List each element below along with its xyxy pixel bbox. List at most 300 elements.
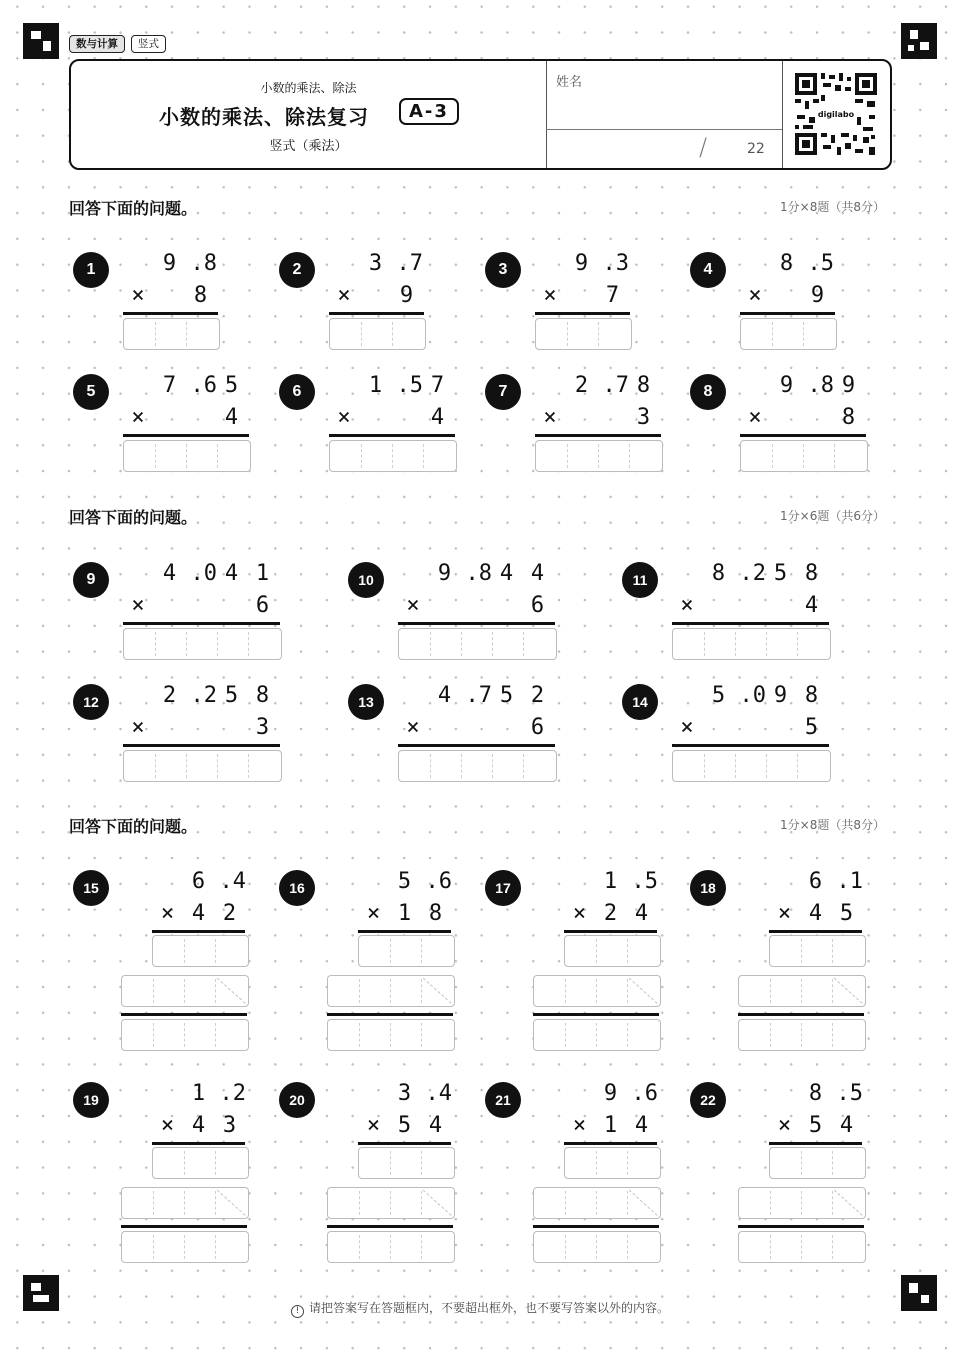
answer-box-divider: [565, 1023, 566, 1047]
answer-box[interactable]: [123, 440, 251, 472]
answer-box-divider: [248, 632, 249, 656]
problem-number-badge: 13: [348, 684, 384, 720]
calc-rule: [672, 744, 829, 747]
digit: 9: [841, 373, 856, 398]
answer-box-divider: [461, 754, 462, 778]
calc-rule: [329, 312, 424, 315]
problem-number-badge: 16: [279, 870, 315, 906]
digit: 3: [636, 405, 651, 430]
answer-box[interactable]: [121, 975, 249, 1007]
answer-box-divider: [596, 939, 597, 963]
digit: .6: [425, 869, 452, 894]
carry-slash-mark: [122, 976, 248, 1006]
carry-slash-mark: [739, 1188, 865, 1218]
answer-box-divider: [392, 444, 393, 468]
digit: 4: [808, 901, 823, 926]
digit: .4: [219, 869, 246, 894]
calc-rule: [738, 1225, 864, 1228]
problem-number-badge: 5: [73, 374, 109, 410]
digit: 4: [224, 561, 239, 586]
problem-number-badge: 19: [73, 1082, 109, 1118]
answer-box-divider: [801, 1023, 802, 1047]
answer-box-divider: [801, 1151, 802, 1175]
problem-number-badge: 18: [690, 870, 726, 906]
answer-box[interactable]: [123, 628, 282, 660]
answer-box-divider: [523, 754, 524, 778]
calc-rule: [327, 1225, 453, 1228]
problem-number-badge: 6: [279, 374, 315, 410]
answer-box-divider: [704, 632, 705, 656]
digit: .0: [190, 561, 217, 586]
answer-box-divider: [155, 444, 156, 468]
section-3-title: 回答下面的问题。: [69, 817, 198, 836]
digit: 8: [193, 283, 208, 308]
digit: 5: [773, 561, 788, 586]
answer-box[interactable]: [398, 628, 557, 660]
problem-number-badge: 1: [73, 252, 109, 288]
answer-box-divider: [153, 1023, 154, 1047]
header-divider: [546, 61, 547, 168]
problem-number-badge: 20: [279, 1082, 315, 1118]
digit: 8: [711, 561, 726, 586]
digit: 1: [255, 561, 270, 586]
answer-box-divider: [359, 1235, 360, 1259]
answer-box[interactable]: [564, 935, 661, 967]
calc-rule: [358, 1142, 451, 1145]
digit: 5: [397, 1113, 412, 1138]
problem-number-badge: 17: [485, 870, 521, 906]
digit: 3: [255, 715, 270, 740]
answer-box-divider: [803, 322, 804, 346]
answer-box[interactable]: [329, 440, 457, 472]
problem-number-badge: 15: [73, 870, 109, 906]
corner-marker-top-left: [23, 23, 59, 59]
digit: 5: [397, 869, 412, 894]
header-subtitle: 小数的乘法、除法: [260, 81, 357, 95]
answer-box-divider: [421, 1023, 422, 1047]
calc-rule: [533, 1225, 659, 1228]
digit: 8: [255, 683, 270, 708]
times-symbol: ×: [160, 901, 175, 926]
times-symbol: ×: [366, 1113, 381, 1138]
answer-box[interactable]: [329, 318, 426, 350]
answer-box-divider: [797, 754, 798, 778]
digit: 4: [191, 901, 206, 926]
worksheet-header: [69, 59, 892, 170]
digit: 4: [437, 683, 452, 708]
answer-box[interactable]: [121, 1231, 249, 1263]
digit: 5: [839, 901, 854, 926]
answer-box-divider: [770, 1235, 771, 1259]
digit: 4: [430, 405, 445, 430]
digit: 4: [191, 1113, 206, 1138]
answer-box-divider: [215, 1151, 216, 1175]
digit: 5: [499, 683, 514, 708]
digit: .3: [602, 251, 629, 276]
digit: 5: [808, 1113, 823, 1138]
answer-box[interactable]: [327, 975, 455, 1007]
answer-box-divider: [186, 444, 187, 468]
section-2-score: 1分×6题（共6分）: [780, 509, 885, 523]
answer-box-divider: [801, 1235, 802, 1259]
answer-box-divider: [390, 939, 391, 963]
info-icon: !: [291, 1305, 304, 1318]
calc-rule: [152, 1142, 245, 1145]
answer-box-divider: [627, 1235, 628, 1259]
calc-rule: [329, 434, 455, 437]
answer-box-divider: [598, 322, 599, 346]
answer-box-divider: [735, 754, 736, 778]
header-divider: [782, 61, 783, 168]
digit: 3: [222, 1113, 237, 1138]
problem-number-badge: 10: [348, 562, 384, 598]
answer-box[interactable]: [533, 975, 661, 1007]
calc-rule: [152, 930, 245, 933]
calc-rule: [535, 312, 630, 315]
answer-box-divider: [186, 322, 187, 346]
calc-rule: [123, 312, 218, 315]
answer-box-divider: [217, 632, 218, 656]
answer-box[interactable]: [327, 1187, 455, 1219]
digit: 6: [255, 593, 270, 618]
digit: 5: [804, 715, 819, 740]
answer-box-divider: [629, 444, 630, 468]
answer-box[interactable]: [535, 318, 632, 350]
score-total: 22: [747, 141, 765, 157]
answer-box-divider: [598, 444, 599, 468]
answer-box[interactable]: [740, 318, 837, 350]
digit: .7: [465, 683, 492, 708]
digit: 2: [574, 373, 589, 398]
times-symbol: ×: [131, 593, 145, 618]
section-1-score: 1分×8题（共8分）: [780, 200, 885, 214]
digit: 4: [804, 593, 819, 618]
answer-box[interactable]: [738, 1187, 866, 1219]
digit: .1: [836, 869, 863, 894]
answer-box-divider: [596, 1023, 597, 1047]
answer-box[interactable]: [123, 318, 220, 350]
problem-number-badge: 12: [73, 684, 109, 720]
problem-number-badge: 8: [690, 374, 726, 410]
calc-rule: [564, 930, 657, 933]
answer-box[interactable]: [358, 935, 455, 967]
answer-box[interactable]: [152, 935, 249, 967]
answer-box-divider: [801, 939, 802, 963]
digit: 8: [779, 251, 794, 276]
answer-box-divider: [461, 632, 462, 656]
digit: 9: [162, 251, 177, 276]
answer-box-divider: [834, 444, 835, 468]
problem-number-badge: 4: [690, 252, 726, 288]
carry-slash-mark: [534, 976, 660, 1006]
digit: 1: [397, 901, 412, 926]
answer-box-divider: [772, 322, 773, 346]
times-symbol: ×: [777, 901, 792, 926]
calc-rule: [533, 1013, 659, 1016]
answer-box-divider: [392, 322, 393, 346]
answer-box-divider: [596, 1235, 597, 1259]
tag-type: 竖式: [131, 35, 166, 53]
answer-box-divider: [390, 1023, 391, 1047]
digit: 9: [603, 1081, 618, 1106]
digit: 8: [808, 1081, 823, 1106]
digit: .8: [807, 373, 834, 398]
digit: 9: [810, 283, 825, 308]
answer-box-divider: [772, 444, 773, 468]
calc-rule: [672, 622, 829, 625]
digit: .2: [219, 1081, 246, 1106]
digit: 2: [222, 901, 237, 926]
answer-box[interactable]: [121, 1187, 249, 1219]
answer-box[interactable]: [740, 440, 868, 472]
digit: 8: [804, 561, 819, 586]
problem-number-badge: 21: [485, 1082, 521, 1118]
digit: .8: [465, 561, 492, 586]
answer-box-divider: [184, 1023, 185, 1047]
digit: 5: [711, 683, 726, 708]
digit: 8: [636, 373, 651, 398]
answer-box[interactable]: [358, 1147, 455, 1179]
problem-number-badge: 2: [279, 252, 315, 288]
digit: 5: [224, 683, 239, 708]
calc-rule: [121, 1013, 247, 1016]
answer-box[interactable]: [738, 975, 866, 1007]
section-3-score: 1分×8题（共8分）: [780, 818, 885, 832]
answer-box[interactable]: [535, 440, 663, 472]
digit: .8: [190, 251, 217, 276]
answer-box-divider: [184, 1151, 185, 1175]
answer-box-divider: [155, 322, 156, 346]
digit: .6: [190, 373, 217, 398]
times-symbol: ×: [748, 283, 762, 308]
digit: 9: [437, 561, 452, 586]
digit: 4: [530, 561, 545, 586]
digit: 7: [605, 283, 620, 308]
digit: .4: [425, 1081, 452, 1106]
digit: 1: [368, 373, 383, 398]
times-symbol: ×: [748, 405, 762, 430]
digit: 1: [191, 1081, 206, 1106]
answer-box-divider: [155, 632, 156, 656]
digit: 8: [428, 901, 443, 926]
digit: 3: [397, 1081, 412, 1106]
times-symbol: ×: [680, 715, 694, 740]
calc-rule: [738, 1013, 864, 1016]
tag-category: 数与计算: [69, 35, 125, 53]
answer-box-divider: [797, 632, 798, 656]
score-slash: /: [699, 133, 708, 161]
digit: 1: [603, 869, 618, 894]
digit: 5: [224, 373, 239, 398]
answer-box-divider: [186, 754, 187, 778]
calc-rule: [740, 312, 835, 315]
digit: 8: [841, 405, 856, 430]
times-symbol: ×: [337, 405, 351, 430]
calc-rule: [327, 1013, 453, 1016]
times-symbol: ×: [131, 283, 145, 308]
answer-box-divider: [155, 754, 156, 778]
answer-box-divider: [430, 754, 431, 778]
answer-box-divider: [832, 1151, 833, 1175]
answer-box[interactable]: [121, 1019, 249, 1051]
times-symbol: ×: [543, 283, 557, 308]
digit: 9: [574, 251, 589, 276]
answer-box[interactable]: [327, 1231, 455, 1263]
header-subtitle-2: 竖式（乘法）: [269, 139, 348, 154]
answer-box[interactable]: [533, 1019, 661, 1051]
digit: 3: [368, 251, 383, 276]
answer-box-divider: [565, 1235, 566, 1259]
digit: 9: [399, 283, 414, 308]
answer-box-divider: [766, 632, 767, 656]
digit: 4: [224, 405, 239, 430]
calc-rule: [121, 1225, 247, 1228]
digit: .5: [631, 869, 658, 894]
digit: .7: [602, 373, 629, 398]
answer-box[interactable]: [327, 1019, 455, 1051]
category-tags: [69, 35, 166, 53]
digit: .0: [739, 683, 766, 708]
section-2-title: 回答下面的问题。: [69, 508, 198, 527]
digit: 4: [499, 561, 514, 586]
digit: 2: [162, 683, 177, 708]
answer-box-divider: [766, 754, 767, 778]
answer-box[interactable]: [564, 1147, 661, 1179]
times-symbol: ×: [131, 405, 145, 430]
problem-number-badge: 22: [690, 1082, 726, 1118]
digit: 6: [530, 715, 545, 740]
times-symbol: ×: [406, 715, 420, 740]
digit: 4: [839, 1113, 854, 1138]
times-symbol: ×: [572, 901, 587, 926]
answer-box[interactable]: [152, 1147, 249, 1179]
times-symbol: ×: [572, 1113, 587, 1138]
answer-box-divider: [184, 939, 185, 963]
digit: .7: [396, 251, 423, 276]
answer-box-divider: [421, 939, 422, 963]
calc-rule: [740, 434, 866, 437]
problem-number-badge: 7: [485, 374, 521, 410]
digit: 8: [804, 683, 819, 708]
answer-box-divider: [735, 632, 736, 656]
answer-box[interactable]: [398, 750, 557, 782]
answer-box-divider: [627, 939, 628, 963]
problem-number-badge: 11: [622, 562, 658, 598]
calc-rule: [123, 434, 249, 437]
answer-box-divider: [390, 1151, 391, 1175]
calc-rule: [398, 622, 555, 625]
answer-box-divider: [215, 1023, 216, 1047]
answer-box-divider: [421, 1235, 422, 1259]
times-symbol: ×: [406, 593, 420, 618]
problem-number-badge: 14: [622, 684, 658, 720]
calc-rule: [535, 434, 661, 437]
qr-code-icon: [793, 71, 879, 157]
answer-box-divider: [248, 754, 249, 778]
answer-box[interactable]: [738, 1231, 866, 1263]
answer-box[interactable]: [672, 628, 831, 660]
answer-box-divider: [567, 444, 568, 468]
corner-marker-top-right: [901, 23, 937, 59]
digit: 2: [530, 683, 545, 708]
times-symbol: ×: [337, 283, 351, 308]
carry-slash-mark: [534, 1188, 660, 1218]
answer-box-divider: [361, 444, 362, 468]
answer-box-divider: [217, 444, 218, 468]
answer-box-divider: [186, 632, 187, 656]
answer-box-divider: [215, 1235, 216, 1259]
times-symbol: ×: [680, 593, 694, 618]
carry-slash-mark: [328, 1188, 454, 1218]
answer-box[interactable]: [533, 1187, 661, 1219]
digit: 6: [530, 593, 545, 618]
answer-box[interactable]: [533, 1231, 661, 1263]
carry-slash-mark: [328, 976, 454, 1006]
answer-box-divider: [832, 1235, 833, 1259]
digit: .5: [836, 1081, 863, 1106]
times-symbol: ×: [777, 1113, 792, 1138]
digit: 9: [773, 683, 788, 708]
answer-box[interactable]: [769, 935, 866, 967]
answer-box[interactable]: [123, 750, 282, 782]
digit: .5: [396, 373, 423, 398]
digit: .6: [631, 1081, 658, 1106]
calc-rule: [358, 930, 451, 933]
calc-rule: [123, 744, 280, 747]
problem-number-badge: 9: [73, 562, 109, 598]
answer-box-divider: [627, 1151, 628, 1175]
times-symbol: ×: [160, 1113, 175, 1138]
digit: 7: [162, 373, 177, 398]
digit: 7: [430, 373, 445, 398]
answer-box-divider: [567, 322, 568, 346]
answer-box-divider: [217, 754, 218, 778]
calc-rule: [123, 622, 280, 625]
answer-box-divider: [596, 1151, 597, 1175]
answer-box-divider: [704, 754, 705, 778]
digit: 4: [428, 1113, 443, 1138]
calc-rule: [769, 1142, 862, 1145]
worksheet-code: A-3: [399, 98, 459, 125]
name-field-label: 姓名: [556, 75, 583, 90]
digit: .2: [739, 561, 766, 586]
digit: .5: [807, 251, 834, 276]
digit: 4: [634, 1113, 649, 1138]
digit: 6: [191, 869, 206, 894]
calc-rule: [398, 744, 555, 747]
calc-rule: [564, 1142, 657, 1145]
answer-box-divider: [430, 632, 431, 656]
answer-box-divider: [359, 1023, 360, 1047]
footer-note: [0, 1299, 960, 1318]
answer-box-divider: [361, 322, 362, 346]
answer-box-divider: [153, 1235, 154, 1259]
carry-slash-mark: [122, 1188, 248, 1218]
times-symbol: ×: [131, 715, 145, 740]
answer-box[interactable]: [738, 1019, 866, 1051]
answer-box[interactable]: [672, 750, 831, 782]
answer-box-divider: [492, 754, 493, 778]
digit: 4: [162, 561, 177, 586]
answer-box-divider: [770, 1023, 771, 1047]
qr-logo-text: digilabo: [817, 110, 855, 119]
page-title: 小数的乘法、除法复习: [159, 105, 369, 129]
digit: 9: [779, 373, 794, 398]
answer-box[interactable]: [769, 1147, 866, 1179]
footer-text: 请把答案写在答题框内，不要超出框外，也不要写答案以外的内容。: [308, 1301, 669, 1315]
digit: 6: [808, 869, 823, 894]
answer-box-divider: [523, 632, 524, 656]
